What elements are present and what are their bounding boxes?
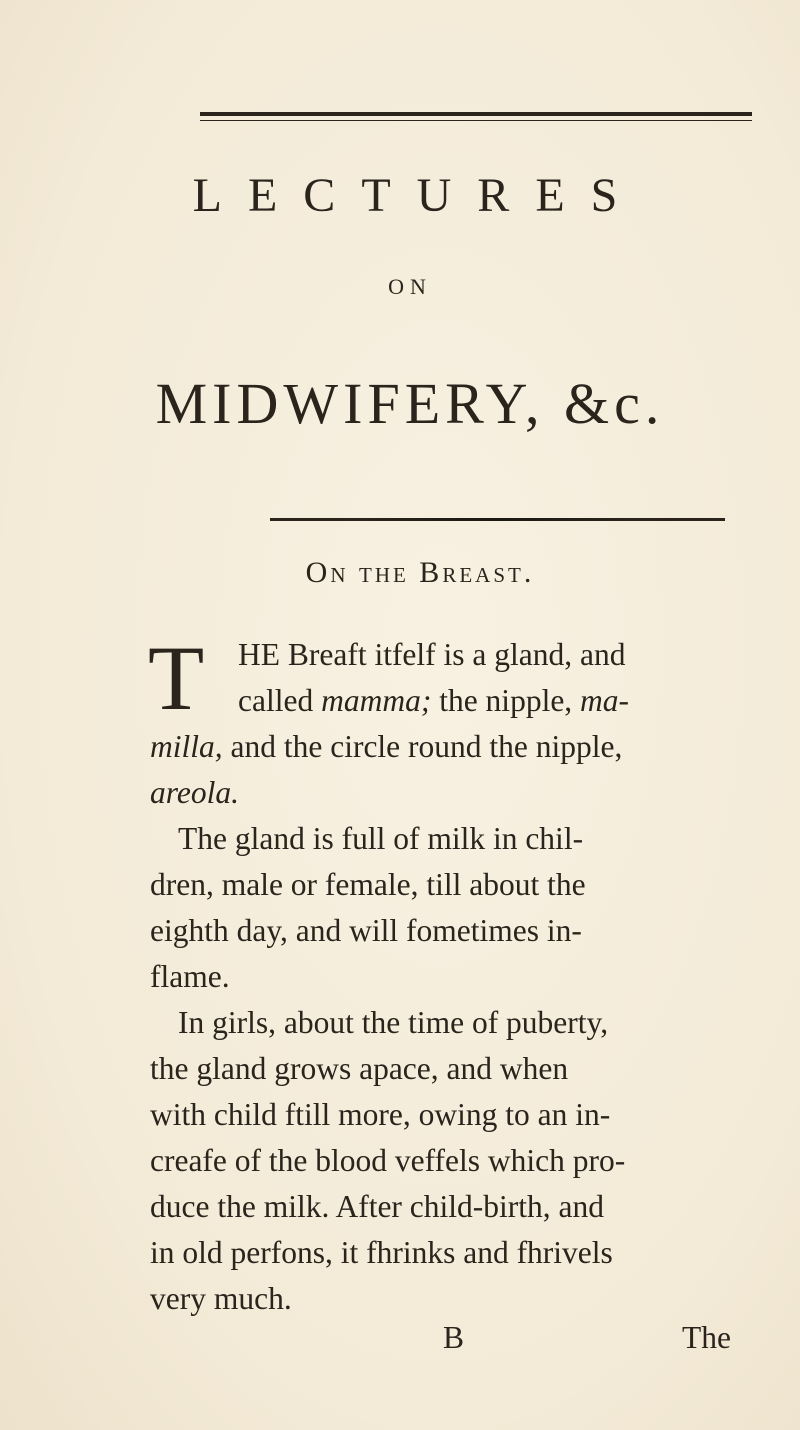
italic-term-mamilla: ma- — [580, 683, 630, 718]
body-line-3 — [150, 724, 770, 770]
line-text: and the circle round the nipple, — [222, 729, 623, 764]
body-line-7: eighth day, and will fometimes in- — [150, 913, 582, 948]
line-text: HE Breaft itfelf is a gland, and — [238, 637, 626, 672]
top-thin-rule — [200, 120, 752, 121]
body-line-9: In girls, about the time of puberty, — [178, 1005, 609, 1040]
body-line-14: in old perfons, it fhrinks and fhrivels — [150, 1235, 613, 1270]
body-line-12: creafe of the blood veffels which pro- — [150, 1143, 626, 1178]
body-line-15: very much. — [150, 1281, 292, 1316]
title-on: ON — [388, 274, 432, 299]
italic-term-mamilla-cont: milla, — [150, 729, 223, 764]
body-line-6: dren, male or female, till about the — [150, 867, 586, 902]
body-line-2 — [238, 678, 770, 724]
body-line-10: the gland grows apace, and when — [150, 1051, 569, 1086]
body-line-1 — [238, 632, 770, 678]
line-text: the nipple, — [431, 683, 581, 718]
italic-term-mamma: mamma; — [321, 683, 432, 718]
section-heading: On the Breast. — [305, 556, 535, 589]
ornamental-rule — [270, 518, 725, 521]
signature-mark: B — [443, 1320, 465, 1355]
italic-term-areola: areola. — [150, 775, 239, 810]
drop-cap: T — [148, 627, 205, 729]
title-midwifery: MIDWIFERY, &c. — [155, 371, 665, 436]
title-lectures: LECTURES — [192, 169, 644, 222]
body-line-8: flame. — [150, 959, 230, 994]
catchword: The — [682, 1320, 731, 1355]
body-line-11: with child ftill more, owing to an in- — [150, 1097, 611, 1132]
line-text: called — [238, 683, 322, 718]
top-double-rule — [200, 112, 752, 116]
body-line-13: duce the milk. After child-birth, and — [150, 1189, 604, 1224]
body-line-4 — [150, 770, 770, 816]
body-line-5: The gland is full of milk in chil- — [178, 821, 584, 856]
